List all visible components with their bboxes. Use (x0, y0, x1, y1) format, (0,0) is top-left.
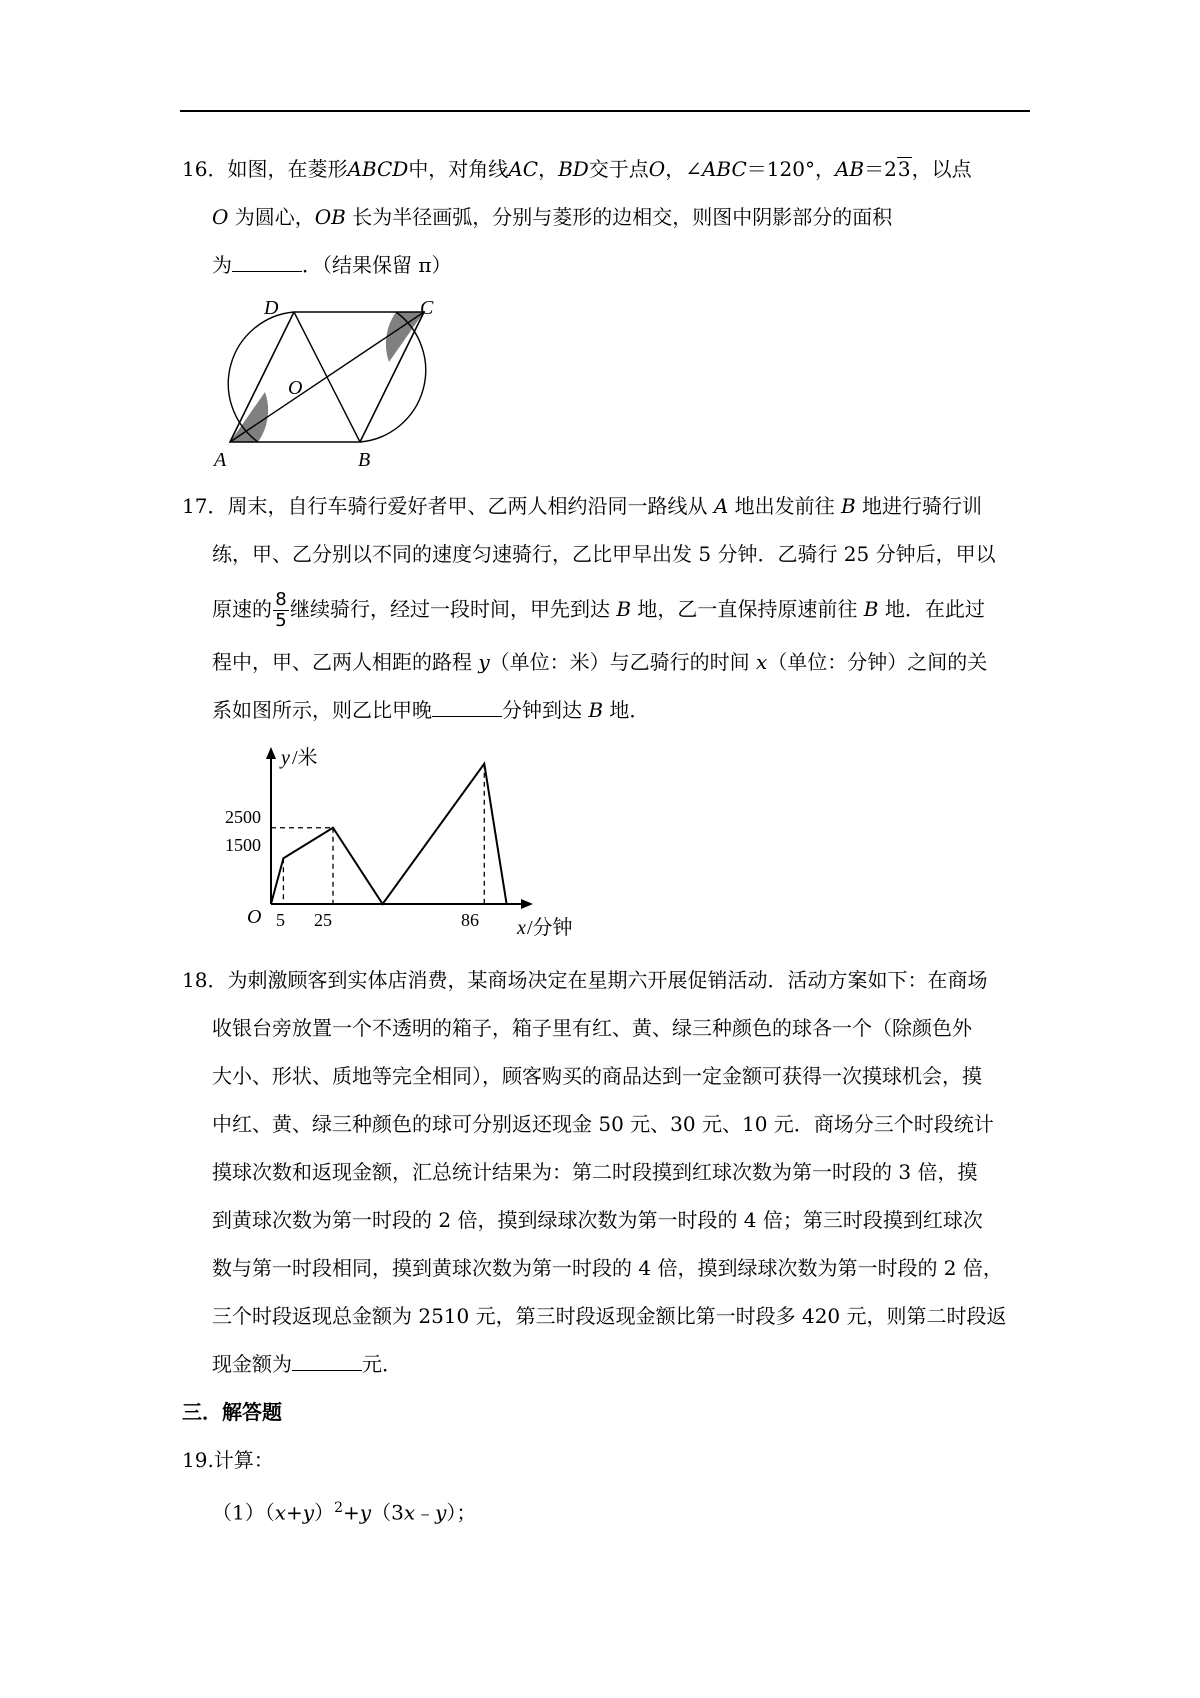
q17-line4: 程中，甲、乙两人相距的路程 y（单位：米）与乙骑行的时间 x（单位：分钟）之间的关 (212, 650, 988, 674)
distance-series-line (271, 764, 507, 904)
x-tick-86: 86 (461, 910, 479, 930)
y-tick-1500: 1500 (225, 835, 261, 855)
x-axis-var: x (517, 917, 526, 939)
q18-line6: 到黄球次数为第一时段的 2 倍，摸到绿球次数为第一时段的 4 倍；第三时段摸到红球次 (212, 1208, 983, 1232)
q18-line7: 数与第一时段相同，摸到黄球次数为第一时段的 4 倍，摸到绿球次数为第一时段的 2 倍， (212, 1256, 1003, 1280)
label-a: A (214, 449, 227, 470)
origin-label: O (247, 906, 262, 928)
label-c: C (420, 300, 434, 319)
answer-blank-17 (432, 696, 502, 717)
section-title: 三．解答题 (182, 1400, 282, 1424)
q18-line9: 现金额为 元． (212, 1352, 402, 1376)
q18-line8: 三个时段返现总金额为 2510 元，第三时段返现金额比第一时段多 420 元，则第二时段返 (212, 1304, 1007, 1328)
q18-line1: 18．为刺激顾客到实体店消费，某商场决定在星期六开展促销活动．活动方案如下：在商场 (182, 968, 988, 992)
q19-part1: $(1)(x+y)^2+y(3x﹣y)$； (212, 1500, 477, 1525)
header-rule (180, 110, 1030, 112)
q16-line2: O 为圆心，OB 长为半径画弧，分别与菱形的边相交，则图中阴影部分的面积 (212, 205, 893, 229)
label-d: D (264, 300, 279, 319)
label-o: O (288, 377, 303, 399)
label-b: B (358, 449, 371, 470)
q17-line5: 系如图所示，则乙比甲晚 分钟到达 B 地． (212, 698, 650, 722)
y-axis-var: y (281, 747, 290, 769)
sqrt-symbol: 3 (897, 157, 911, 181)
q19-title: 19.计算： (182, 1448, 274, 1472)
q17-line1: 17．周末，自行车骑行爱好者甲、乙两人相约沿同一路线从 A 地出发前往 B 地进行骑行训 (182, 494, 983, 518)
answer-blank-16 (232, 251, 302, 272)
q18-line5: 摸球次数和返现金额，汇总统计结果为：第二时段摸到红球次数为第一时段的 3 倍，摸 (212, 1160, 978, 1184)
q17-line3: 原速的 $\frac{8}{5}$ 继续骑行，经过一段时间，甲先到达 B 地，乙一直保持原速前往 B 地．在此过 (212, 589, 985, 631)
q16-line3: 为 ．（结果保留 π） (212, 253, 452, 277)
q16-line1: 16．如图，在菱形ABCD中，对角线AC，BD交于点O，∠ABC＝120°，AB＝23，以点 (182, 157, 972, 181)
x-axis-unit: /分钟 (527, 917, 573, 939)
x-tick-5: 5 (276, 910, 285, 930)
diagonal-bd (294, 312, 360, 442)
q18-line3: 大小、形状、质地等完全相同），顾客购买的商品达到一定金额可获得一次摸球机会，摸 (212, 1064, 982, 1088)
fraction-8-5: $\frac{8}{5}$ (273, 590, 289, 631)
rhombus-figure (212, 300, 452, 470)
answer-blank-18 (292, 1350, 362, 1371)
q18-line4: 中红、黄、绿三种颜色的球可分别返还现金 50 元、30 元、10 元．商场分三个时段统计 (212, 1112, 994, 1136)
q18-line2: 收银台旁放置一个不透明的箱子，箱子里有红、黄、绿三种颜色的球各一个（除颜色外 (212, 1016, 972, 1040)
q17-line2: 练，甲、乙分别以不同的速度匀速骑行，乙比甲早出发 5 分钟．乙骑行 25 分钟后，甲以 (212, 542, 996, 566)
x-tick-25: 25 (314, 910, 332, 930)
y-axis-arrow (266, 747, 276, 759)
distance-time-graph (225, 740, 595, 940)
y-axis-unit: /米 (292, 747, 318, 769)
x-axis-arrow (521, 899, 533, 909)
y-tick-2500: 2500 (225, 807, 261, 827)
